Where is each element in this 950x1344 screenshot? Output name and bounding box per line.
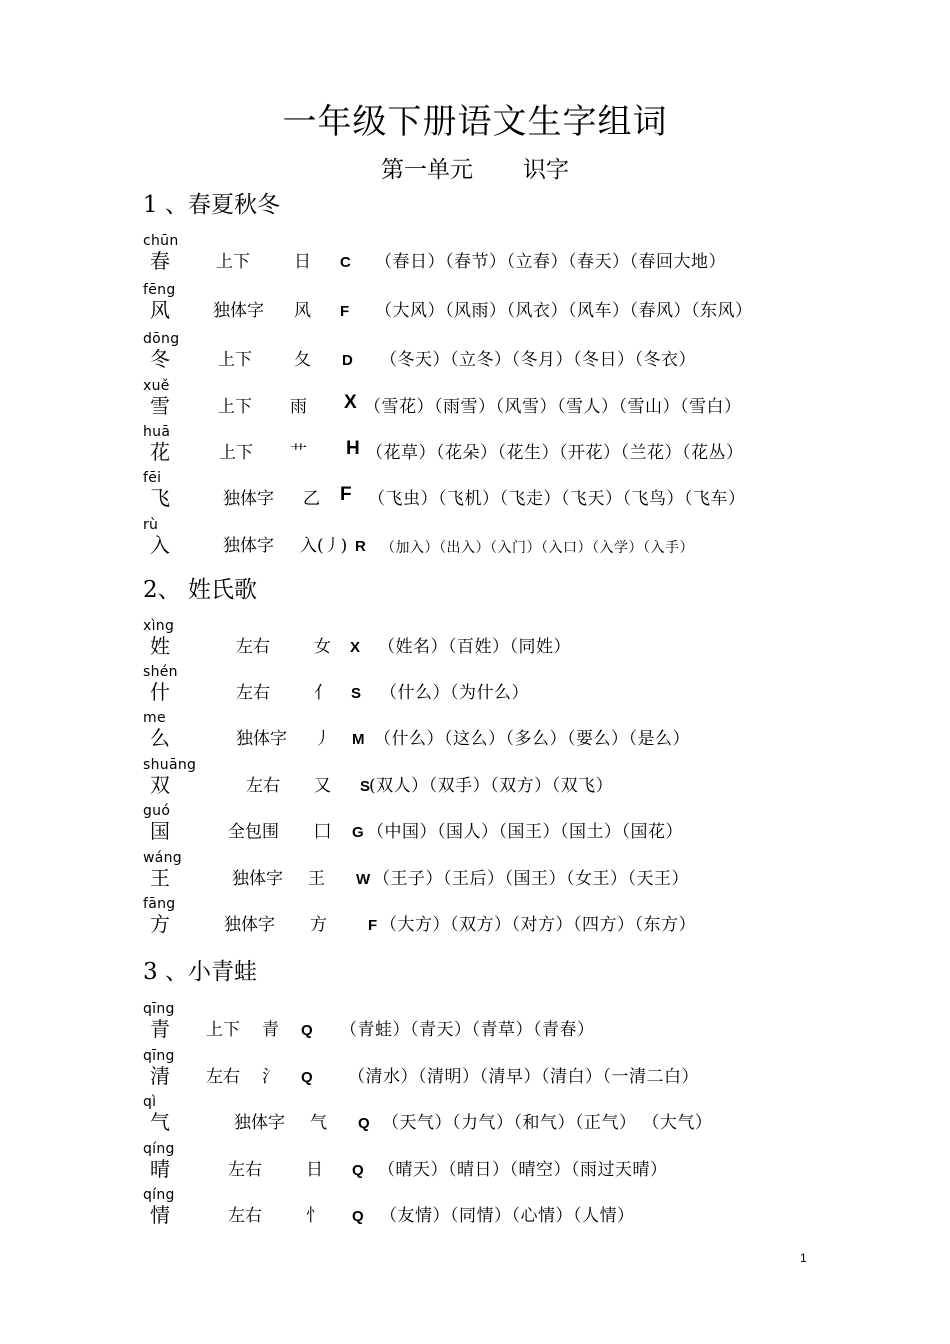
pinyin-label: qì [143, 1094, 157, 1110]
initial-letter: Q [352, 1208, 364, 1225]
radical-label: 丿 [314, 729, 331, 749]
character: 双 [150, 773, 170, 797]
radical-label: 氵 [262, 1067, 279, 1087]
vocab-entry [0, 896, 950, 956]
structure-label: 上下 [218, 397, 252, 417]
structure-label: 左右 [236, 683, 270, 703]
structure-label: 全包围 [228, 822, 279, 842]
structure-label: 独体字 [236, 729, 287, 749]
radical-label: 青 [262, 1020, 279, 1040]
structure-label: 独体字 [223, 489, 274, 509]
character: 花 [150, 440, 170, 464]
word-list: （天气）（力气）（和气）（正气） （大气） [382, 1113, 713, 1133]
pinyin-label: qíng [143, 1187, 175, 1203]
initial-letter: D [342, 352, 353, 369]
pinyin-label: qīng [143, 1048, 175, 1064]
vocab-entry [0, 1187, 950, 1247]
structure-label: 左右 [228, 1160, 262, 1180]
structure-label: 上下 [218, 350, 252, 370]
radical-label: 方 [310, 915, 327, 935]
radical-label: 囗 [314, 822, 331, 842]
character: 姓 [150, 634, 170, 658]
radical-label: 夂 [294, 350, 311, 370]
character: 雪 [150, 394, 170, 418]
word-list: （友情）（同情）（心情）（人情） [380, 1206, 635, 1226]
radical-label: 入(丿) [300, 536, 348, 556]
pinyin-label: dōng [143, 331, 180, 347]
character: 青 [150, 1017, 170, 1041]
character: 飞 [150, 486, 170, 510]
character: 清 [150, 1064, 170, 1088]
structure-label: 独体字 [224, 915, 275, 935]
initial-letter: F [340, 484, 352, 505]
initial-letter: X [350, 639, 361, 656]
pinyin-label: fāng [143, 896, 176, 912]
radical-label: 日 [294, 252, 311, 272]
pinyin-label: qīng [143, 1001, 175, 1017]
word-list: （飞虫）（飞机）（飞走）（飞天）（飞鸟）（飞车） [368, 489, 746, 509]
character: 风 [150, 298, 170, 322]
radical-label: 王 [308, 869, 325, 889]
radical-label: 忄 [306, 1206, 323, 1226]
word-list: （什么）（这么）（多么）（要么）（是么） [374, 729, 690, 749]
structure-label: 独体字 [232, 869, 283, 889]
word-list: （什么）（为什么） [380, 683, 529, 703]
initial-letter: G [352, 824, 364, 841]
structure-label: 独体字 [213, 301, 264, 321]
structure-label: 上下 [206, 1020, 240, 1040]
radical-label: 雨 [290, 397, 307, 417]
character: 王 [150, 866, 170, 890]
initial-letter: Q [352, 1162, 364, 1179]
radical-label: 气 [310, 1113, 327, 1133]
unit-heading [0, 155, 950, 185]
pinyin-label: huā [143, 424, 171, 440]
word-list: （大风）（风雨）（风衣）（风车）（春风）（东风） [375, 301, 753, 321]
page-title: 一年级下册语文生字组词 [282, 102, 668, 142]
word-list: (双人）（双手）（双方）（双飞） [369, 776, 614, 796]
radical-label: 乙 [303, 489, 320, 509]
structure-label: 左右 [206, 1067, 240, 1087]
word-list: （花草）（花朵）（花生）（开花）（兰花）（花丛） [366, 443, 744, 463]
character: 晴 [150, 1157, 170, 1181]
structure-label: 左右 [246, 776, 280, 796]
word-list: （大方）（双方）（对方）（四方）（东方） [380, 915, 696, 935]
initial-letter: X [344, 392, 357, 413]
pinyin-label: me [143, 710, 166, 726]
word-list: （加入）（出入）（入门）（入口）（入学）（入手） [381, 540, 694, 556]
page-number: 1 [800, 1251, 807, 1265]
word-list: （冬天）（立冬）（冬月）（冬日）（冬衣） [380, 350, 696, 370]
radical-label: 又 [314, 776, 331, 796]
structure-label: 独体字 [223, 536, 274, 556]
pinyin-label: qíng [143, 1141, 175, 1157]
unit-name: 第一单元 [381, 157, 473, 183]
initial-letter: Q [358, 1115, 370, 1132]
word-list: （清水）（清明）（清早）（清白）（一清二白） [348, 1067, 699, 1087]
character: 么 [150, 726, 170, 750]
vocab-entry [0, 517, 950, 577]
initial-letter: F [340, 303, 350, 320]
word-list: （晴天）（晴日）（晴空）（雨过天晴） [378, 1160, 668, 1180]
word-list: （春日）（春节）（立春）（春天）（春回大地） [375, 252, 726, 272]
initial-letter: M [352, 731, 365, 748]
initial-letter: F [368, 917, 378, 934]
character: 国 [150, 819, 170, 843]
pinyin-label: shuāng [143, 757, 197, 773]
pinyin-label: rù [143, 517, 159, 533]
radical-label: 亻 [314, 683, 331, 703]
character: 气 [150, 1110, 170, 1134]
radical-label: 艹 [290, 443, 307, 463]
radical-label: 风 [294, 301, 311, 321]
character: 冬 [150, 347, 170, 371]
section-heading: 2、 姓氏歌 [143, 577, 257, 603]
initial-letter: H [346, 438, 360, 459]
pinyin-label: chūn [143, 233, 179, 249]
initial-letter: C [340, 254, 351, 271]
pinyin-label: fēi [143, 470, 162, 486]
word-list: （青蛙）（青天）（青草）（青春） [340, 1020, 595, 1040]
word-list: （姓名）（百姓）（同姓） [378, 637, 571, 657]
character: 情 [150, 1203, 170, 1227]
word-list: （雪花）（雨雪）（风雪）（雪人）（雪山）（雪白） [364, 397, 742, 417]
initial-letter: Q [301, 1069, 313, 1086]
initial-letter: S [351, 685, 362, 702]
section-heading: 3 、小青蛙 [143, 959, 257, 985]
section-heading: 1 、春夏秋冬 [143, 192, 280, 218]
structure-label: 左右 [228, 1206, 262, 1226]
pinyin-label: shén [143, 664, 178, 680]
radical-label: 女 [314, 637, 331, 657]
word-list: （王子）（王后）（国王）（女王）（天王） [373, 869, 689, 889]
structure-label: 上下 [216, 252, 250, 272]
character: 入 [150, 533, 170, 557]
initial-letter: W [356, 871, 371, 888]
structure-label: 左右 [236, 637, 270, 657]
character: 春 [150, 249, 170, 273]
character: 方 [150, 912, 170, 936]
character: 什 [150, 680, 170, 704]
unit-topic: 识字 [523, 157, 569, 183]
structure-label: 上下 [219, 443, 253, 463]
pinyin-label: fēng [143, 282, 176, 298]
pinyin-label: wáng [143, 850, 182, 866]
pinyin-label: guó [143, 803, 171, 819]
radical-label: 日 [306, 1160, 323, 1180]
initial-letter: R [355, 538, 366, 555]
pinyin-label: xìng [143, 618, 175, 634]
initial-letter: S [360, 778, 371, 795]
structure-label: 独体字 [234, 1113, 285, 1133]
pinyin-label: xuě [143, 378, 170, 394]
initial-letter: Q [301, 1022, 313, 1039]
word-list: （中国）（国人）（国王）（国土）（国花） [367, 822, 683, 842]
